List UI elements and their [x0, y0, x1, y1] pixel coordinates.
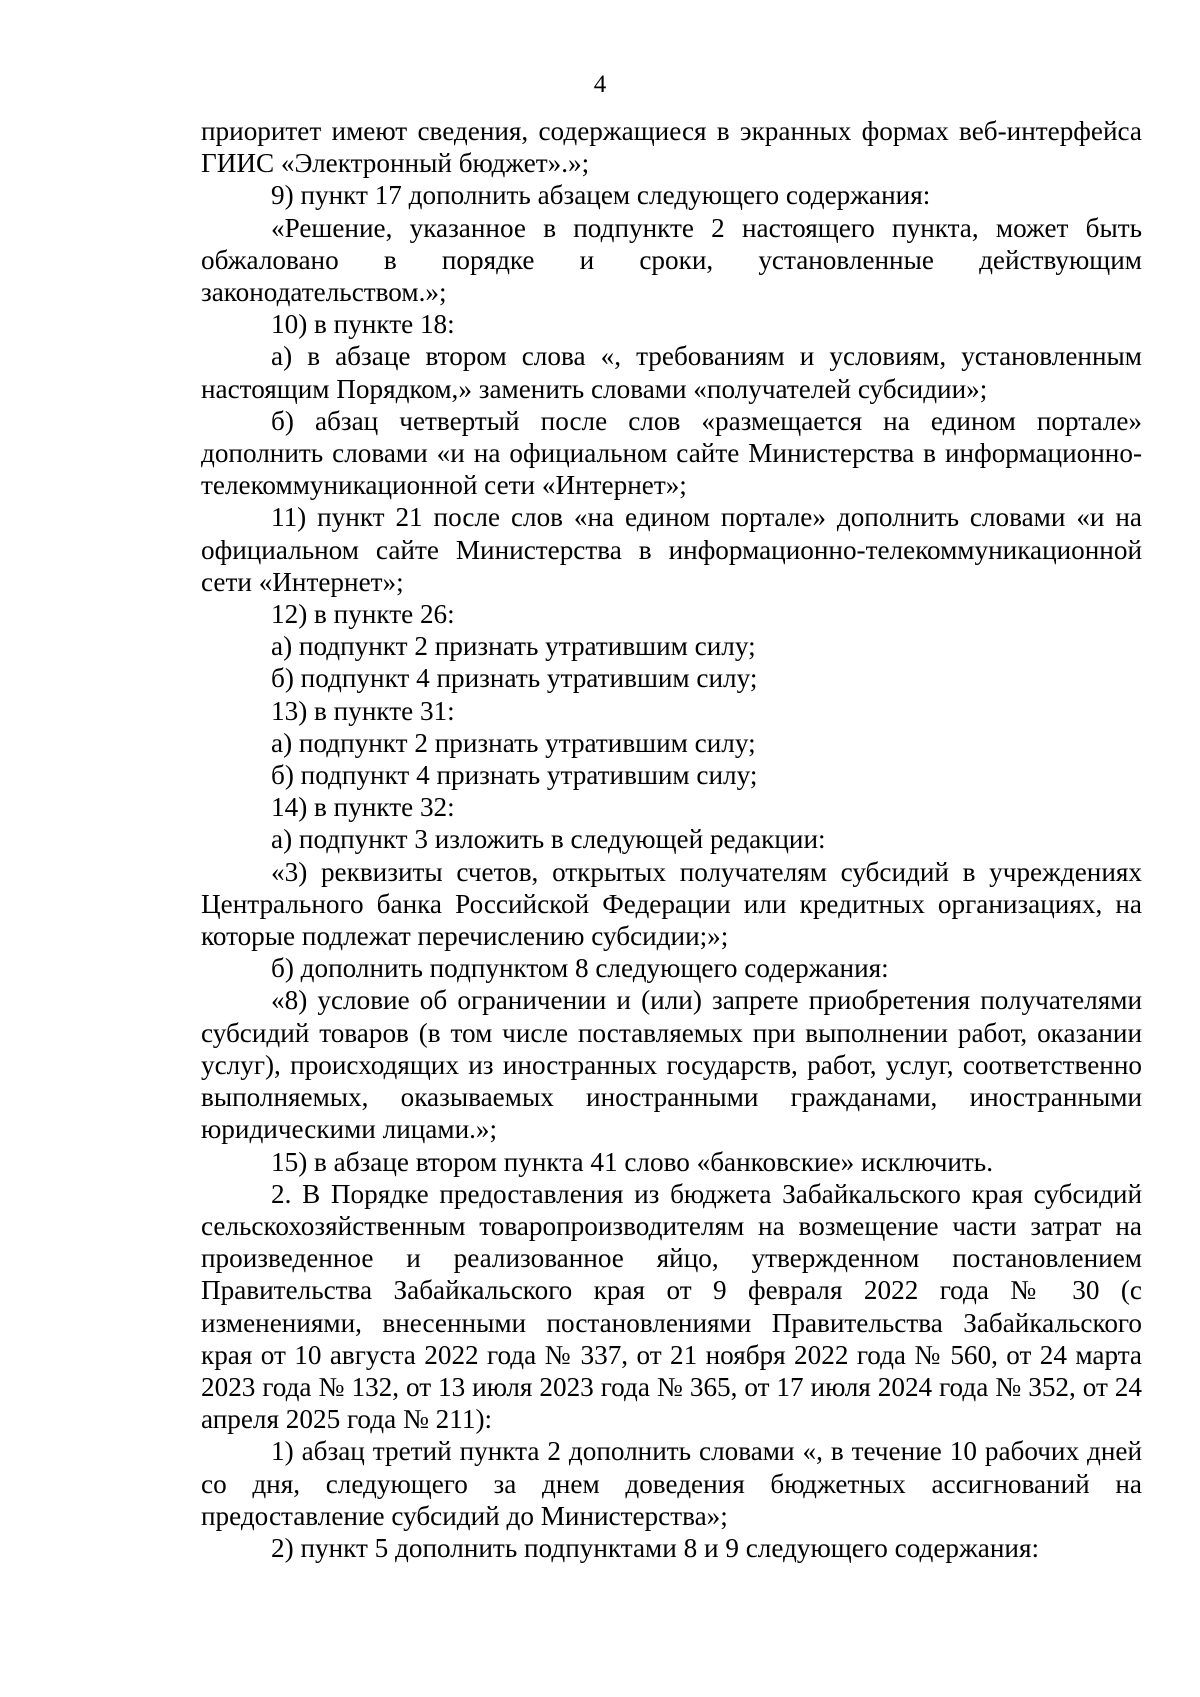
paragraph: б) подпункт 4 признать утратившим силу;	[271, 663, 758, 694]
paragraph: «8) условие об ограничении и (или) запрете приобретения получателями субсидий товаров (в том числе поставляемых при выполнении работ, оказании услуг), происходящих из иностранных государств, работ, услуг, соответственно выполняемых, оказываемых иностранными гражданами, иностранными юридическими лицами.»;	[201, 985, 1142, 1145]
document-body	[201, 115, 1142, 1564]
paragraph: 9) пункт 17 дополнить абзацем следующего содержания:	[271, 180, 931, 211]
paragraph: 1) абзац третий пункта 2 дополнить словами «, в течение 10 рабочих дней со дня, следующего за днем доведения бюджетных ассигнований на предоставление субсидий до Министерства»;	[201, 1436, 1142, 1531]
paragraph: б) абзац четвертый после слов «размещается на едином портале» дополнить словами «и на официальном сайте Министерства в информационно-телекоммуникационной сети «Интернет»;	[201, 405, 1142, 501]
paragraph: а) подпункт 2 признать утратившим силу;	[271, 631, 756, 662]
paragraph: а) подпункт 2 признать утратившим силу;	[271, 727, 756, 758]
page-number: 4	[593, 71, 607, 98]
paragraph: 11) пункт 21 после слов «на едином портале» дополнить словами «и на официальном сайте Министерства в информационно-телекоммуникационной сети «Интернет»;	[201, 502, 1142, 597]
paragraph: 12) в пункте 26:	[271, 599, 455, 630]
paragraph: а) подпункт 3 изложить в следующей редакции:	[271, 824, 826, 855]
paragraph: 14) в пункте 32:	[271, 792, 455, 823]
paragraph: приоритет имеют сведения, содержащиеся в экранных формах веб-интерфейса ГИИС «Электронный бюджет».»;	[201, 116, 1142, 179]
paragraph: б) подпункт 4 признать утратившим силу;	[271, 760, 758, 791]
paragraph: 2) пункт 5 дополнить подпунктами 8 и 9 следующего содержания:	[271, 1532, 1040, 1563]
paragraph: 13) в пункте 31:	[271, 695, 455, 726]
paragraph: «Решение, указанное в подпункте 2 настоящего пункта, может быть обжаловано в порядке и сроки, установленные действующим законодательством.»;	[201, 212, 1142, 308]
paragraph: «3) реквизиты счетов, открытых получателям субсидий в учреждениях Центрального банка Российской Федерации или кредитных организациях, на которые подлежат перечислению субсидии;»;	[201, 856, 1142, 952]
paragraph: б) дополнить подпунктом 8 следующего содержания:	[271, 953, 889, 984]
paragraph: 15) в абзаце втором пункта 41 слово «банковские» исключить.	[271, 1146, 994, 1177]
paragraph: 10) в пункте 18:	[271, 309, 455, 340]
paragraph: 2. В Порядке предоставления из бюджета Забайкальского края субсидий сельскохозяйственным товаропроизводителям на возмещение части затрат на произведенное и реализованное яйцо, утвержденном постановлением Правительства Забайкальского края от 9 февраля 2022 года № 30 (с изменениями, внесенными постановлениями Правительства Забайкальского края от 10 августа 2022 года № 337, от 21 ноября 2022 года № 560, от 24 марта 2023 года № 132, от 13 июля 2023 года № 365, от 17 июля 2024 года № 352, от 24 апреля 2025 года № 211):	[201, 1178, 1142, 1435]
paragraph: а) в абзаце втором слова «, требованиям и условиям, установленным настоящим Порядком,» заменить словами «получателей субсидии»;	[201, 341, 1142, 404]
